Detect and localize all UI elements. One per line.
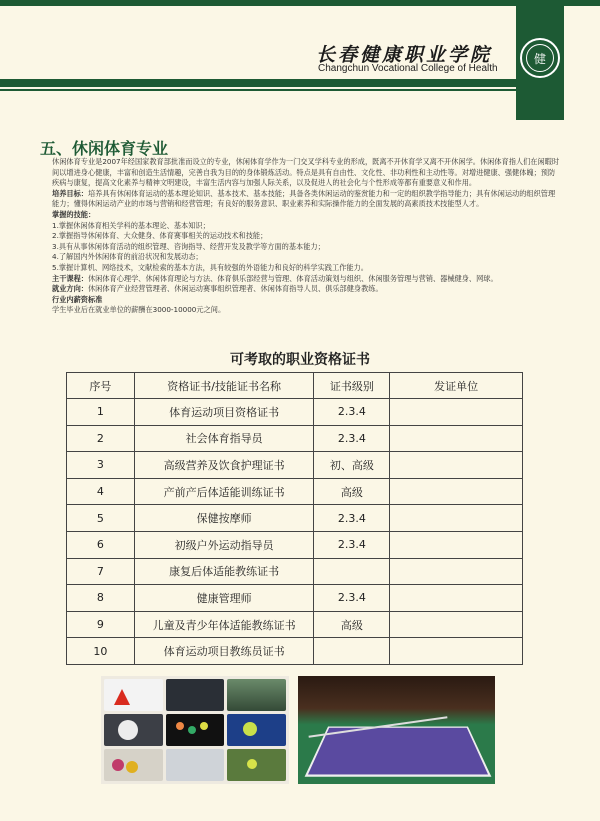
table-row [67, 531, 523, 558]
salary-text: 学生毕业后在就业单位的薪酬在3000-10000元之间。 [52, 305, 226, 315]
header-rule [0, 79, 516, 87]
goal-paragraph [40, 189, 560, 210]
table-header-row [67, 373, 523, 399]
tennis-ball-photo [227, 714, 286, 746]
section-title: 五、休闲体育专业 [40, 139, 169, 158]
skill-item: 5.掌握计算机、网络技术，文献检索的基本方法，具有较强的外语能力和良好的科学实践工作能力。 [52, 262, 368, 272]
table-row [67, 425, 523, 452]
courses-label: 主干课程： [52, 273, 88, 283]
skill-item: 1.掌握休闲体育相关学科的基本理论、基本知识； [52, 220, 210, 230]
table-row [67, 505, 523, 532]
cell-number: 4 [67, 478, 135, 505]
logo-emblem: 健 [526, 44, 554, 72]
cell-level: 高级 [314, 478, 390, 505]
cell-issuer [390, 638, 523, 665]
table-row [67, 558, 523, 585]
kettlebell-photo [104, 749, 163, 781]
certificate-table [66, 372, 523, 665]
tennis-court-photo [298, 676, 495, 784]
cell-issuer [390, 611, 523, 638]
header-cell: 资格证书/技能证书名称 [134, 373, 314, 399]
header-cell: 证书级别 [314, 373, 390, 399]
cell-number: 7 [67, 558, 135, 585]
cell-issuer [390, 558, 523, 585]
cell-certificate: 康复后体适能教练证书 [134, 558, 314, 585]
cell-level: 高级 [314, 611, 390, 638]
dumbbell-photo [166, 749, 225, 781]
intro-paragraph: 休闲体育专业是2007年经国家教育部批准而设立的专业，休闲体育学作为一门交叉学科专业的形成，既离不开休育学又离不开休闲学。休闲体育指人们在闲暇时间以增进身心健康，丰富和创造生活情趣，完善自我为目的的身体锻炼活动。特点是具有自由性、文化性、非功利性和主动性等。对增进健康、强健体魄；预防疾病与康复，提高文化素养与精神文明建设，丰富生活内容与加强人际关系，以及促进人的社会化与个性形成等都有重要意义和作用。 [52, 157, 560, 188]
courses-paragraph [40, 274, 560, 285]
cell-number: 3 [67, 452, 135, 479]
employment-paragraph [40, 284, 560, 295]
cell-issuer [390, 478, 523, 505]
cell-issuer [390, 452, 523, 479]
cell-certificate: 初级户外运动指导员 [134, 531, 314, 558]
cell-number: 2 [67, 425, 135, 452]
golf-balls-photo [104, 714, 163, 746]
cell-certificate: 产前产后体适能训练证书 [134, 478, 314, 505]
cell-issuer [390, 585, 523, 612]
top-bar [0, 0, 600, 6]
cell-certificate: 健康管理师 [134, 585, 314, 612]
courses-text: 休闲体育心理学、休闲体育理论与方法、体育俱乐部经营与管理、体育活动策划与组织、休闲服务管理与营销、器械健身、网球。 [87, 273, 498, 283]
cell-number: 9 [67, 611, 135, 638]
goal-label: 培养目标： [52, 188, 88, 198]
table-row [67, 399, 523, 426]
employment-text: 休闲体育产业经营管理者、休闲运动赛事组织管理者、休闲体育指导人员、俱乐部健身教练。 [87, 284, 383, 294]
cell-number: 10 [67, 638, 135, 665]
tennis-court-ball-photo [227, 749, 286, 781]
gym-photo [227, 679, 286, 711]
cell-level: 2.3.4 [314, 531, 390, 558]
cell-issuer [390, 425, 523, 452]
program-description [40, 157, 560, 316]
table-row [67, 452, 523, 479]
cones-photo [104, 679, 163, 711]
skill-item: 4.了解国内外休闲体育的前沿状况和发展动态； [52, 252, 203, 262]
table-row [67, 611, 523, 638]
skill-item: 3.具有从事休闲体育活动的组织管理、咨询指导、经营开发及教学等方面的基本能力； [52, 241, 325, 251]
salary-label: 行业内薪资标准 [52, 294, 103, 304]
cell-issuer [390, 399, 523, 426]
school-name-en: Changchun Vocational College of Health [318, 63, 498, 74]
cell-level: 2.3.4 [314, 399, 390, 426]
racket-photo [166, 679, 225, 711]
cell-issuer [390, 531, 523, 558]
cell-certificate: 体育运动项目教练员证书 [134, 638, 314, 665]
goal-text: 培养具有休闲体育运动的基本理论知识、基本技术、基本技能；具备各类休闲运动的鉴赏能力和一定的组织教学指导能力；具有休闲运动的组织管理能力；懂得休闲运动产业的市场与营销和经营管理；有良好的服务意识、职业素养和实际操作能力的全面发展的高素质技术技能型人才。 [52, 188, 556, 209]
table-row [67, 585, 523, 612]
employment-label: 就业方向： [52, 284, 88, 294]
cell-number: 5 [67, 505, 135, 532]
certificate-table-title: 可考取的职业资格证书 [230, 352, 370, 368]
cell-certificate: 高级营养及饮食护理证书 [134, 452, 314, 479]
cell-certificate: 社会体育指导员 [134, 425, 314, 452]
cell-level [314, 638, 390, 665]
cell-certificate: 儿童及青少年体适能教练证书 [134, 611, 314, 638]
school-name-cn: 长春健康职业学院 [316, 44, 493, 66]
cell-level: 2.3.4 [314, 505, 390, 532]
header-rule-thin [0, 89, 516, 91]
sports-equipment-photo-grid [101, 676, 289, 784]
billiard-balls-photo [166, 714, 225, 746]
cell-issuer [390, 505, 523, 532]
cell-number: 1 [67, 399, 135, 426]
header-cell: 发证单位 [390, 373, 523, 399]
cell-certificate: 体育运动项目资格证书 [134, 399, 314, 426]
cell-level: 2.3.4 [314, 585, 390, 612]
cell-number: 8 [67, 585, 135, 612]
skill-item: 2.掌握指导休闲体育、大众健身、体育赛事相关的运动技术和技能； [52, 231, 268, 241]
cell-level: 2.3.4 [314, 425, 390, 452]
college-logo [520, 38, 560, 78]
table-row [67, 478, 523, 505]
skills-label: 掌握的技能： [52, 209, 96, 219]
cell-level [314, 558, 390, 585]
header-cell: 序号 [67, 373, 135, 399]
table-row [67, 638, 523, 665]
cell-certificate: 保健按摩师 [134, 505, 314, 532]
cell-number: 6 [67, 531, 135, 558]
cell-level: 初、高级 [314, 452, 390, 479]
